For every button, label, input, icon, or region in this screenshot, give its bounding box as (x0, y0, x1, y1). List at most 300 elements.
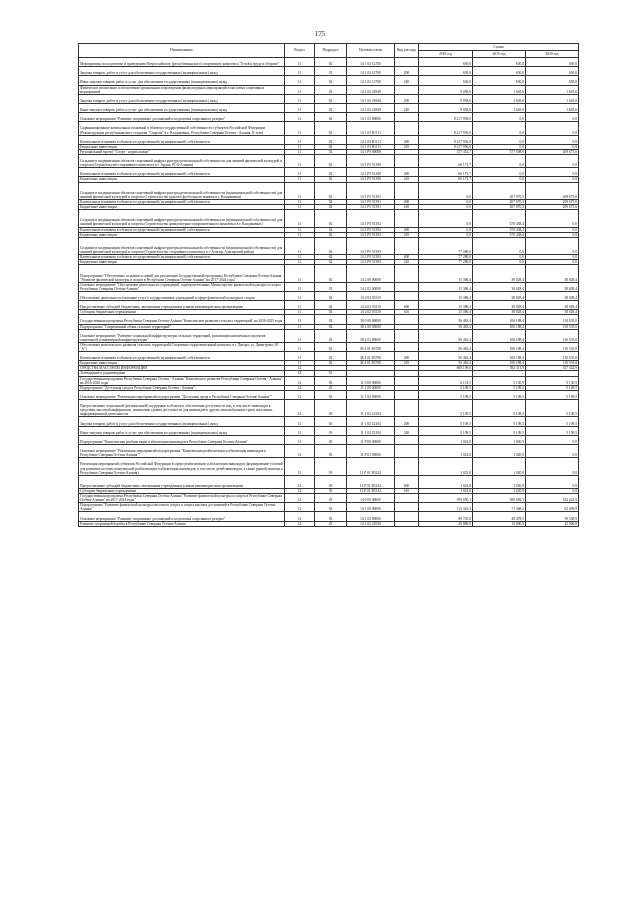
cell-sum-2018: 1 022,0 (419, 435, 473, 444)
cell-sum-2020: 5 130,9 (526, 376, 579, 385)
cell-sum-2018: 599 050,1 (419, 494, 473, 503)
cell-name: Субсидии бюджетным учреждениям (79, 310, 285, 315)
cell-sum-2019: 0,0 (473, 255, 526, 260)
cell-sum-2018: 56 463,4 (419, 329, 473, 342)
cell-podrazdel: 03 (315, 512, 347, 521)
cell-vid: 240 (395, 103, 419, 112)
cell-sum-2019: 392 311,9 (473, 366, 526, 371)
cell-razdel: 11 (285, 144, 315, 149)
cell-podrazdel: 02 (315, 135, 347, 144)
cell-podrazdel: 02 (315, 291, 347, 300)
header-2020: 2020 год (526, 51, 579, 58)
cell-name: Создание и модернизация объектов спортивной инфраструктуры региональной собственности (муниципальной собственности) для занятий физической культурой и спортом (Строительство физкультурно-оздоровительного комплекса в г. Владикавказ) (79, 210, 285, 227)
cell-razdel: 11 (285, 260, 315, 265)
cell-podrazdel: 02 (315, 282, 347, 291)
cell-razdel: 11 (285, 282, 315, 291)
cell-target: 38 4 01 R5760 (347, 352, 395, 361)
cell-name: Государственная программа Республики Северная Осетия-Алания "Развитие физической культуры и спорта в Республике Северная Осетия-Алания" на 2017-2024 годы" (79, 494, 285, 503)
cell-vid: 400 (395, 135, 419, 144)
cell-vid (395, 291, 419, 300)
cell-vid (395, 210, 419, 227)
cell-sum-2020: 38 028,4 (526, 282, 579, 291)
cell-name: Капитальные вложения в объекты государственной (муниципальной) собственности (79, 255, 285, 260)
cell-sum-2020: 0,0 (526, 232, 579, 237)
table-row (79, 352, 579, 361)
cell-podrazdel: 02 (315, 227, 347, 232)
cell-razdel: 11 (285, 182, 315, 199)
cell-vid (395, 400, 419, 417)
cell-name: Основное мероприятие "Обеспечение деятельности учреждений, подведомственных Министерству физической культуры и спорта Республики Северная Осетия-Алания" (79, 282, 285, 291)
cell-razdel: 11 (285, 210, 315, 227)
cell-sum-2020: 5 109,5 (526, 417, 579, 426)
cell-target: 14 1 P5 00000 (347, 149, 395, 154)
cell-sum-2018: 20 880,0 (419, 521, 473, 526)
table-row (79, 291, 579, 300)
cell-sum-2020: 1 645,6 (526, 103, 579, 112)
cell-target: 14 1 00 00000 (347, 503, 395, 512)
cell-sum-2019: 106 188,4 (473, 352, 526, 361)
cell-sum-2018: 1 022,0 (419, 445, 473, 458)
cell-sum-2018: 650,0 (419, 76, 473, 85)
cell-sum-2019: 5 109,5 (473, 426, 526, 435)
cell-sum-2018: 66 172,7 (419, 168, 473, 177)
cell-target: 14 1 P5 51391 (347, 182, 395, 199)
cell-sum-2019: 0,0 (473, 177, 526, 182)
cell-sum-2020: 1 645,6 (526, 85, 579, 94)
cell-sum-2020: 5 109,5 (526, 385, 579, 390)
cell-sum-2019: 5 109,5 (473, 385, 526, 390)
table-row (79, 417, 579, 426)
cell-vid: 400 (395, 352, 419, 361)
cell-sum-2020: 5 109,5 (526, 400, 579, 417)
cell-razdel: 11 (285, 265, 315, 282)
cell-sum-2019: 5 109,5 (473, 390, 526, 399)
cell-vid (395, 458, 419, 475)
cell-sum-2020: 0,0 (526, 122, 579, 135)
cell-podrazdel: 02 (315, 265, 347, 282)
cell-target: 14 1 03 00000 (347, 113, 395, 122)
cell-podrazdel: 02 (315, 85, 347, 94)
cell-vid: 610 (395, 310, 419, 315)
cell-name: Основное мероприятие "Развитие социальной инфраструктуры сельских территорий, реализация комплексных проектов социальной и инженерной инфраструктуры" (79, 329, 285, 342)
header-podrazdel: Подраздел (315, 44, 347, 58)
cell-sum-2020: 209 675,6 (526, 182, 579, 199)
cell-podrazdel: 02 (315, 154, 347, 167)
cell-podrazdel: 03 (315, 521, 347, 526)
cell-sum-2018: 56 463,4 (419, 324, 473, 329)
table-row (79, 494, 579, 503)
cell-podrazdel: 02 (315, 58, 347, 67)
cell-sum-2018: 9 058,6 (419, 103, 473, 112)
cell-razdel: 12 (285, 366, 315, 371)
cell-razdel: 11 (285, 168, 315, 177)
cell-vid: 240 (395, 76, 419, 85)
cell-name: Подпрограмма "Современный облик сельских территорий" (79, 324, 285, 329)
cell-sum-2018: 8 217 956,0 (419, 135, 473, 144)
cell-razdel: 11 (285, 85, 315, 94)
cell-sum-2020: 650,0 (526, 67, 579, 76)
table-row (79, 400, 579, 417)
cell-sum-2020: 1 645,6 (526, 94, 579, 103)
cell-razdel: 11 (285, 315, 315, 324)
cell-name: Реализация мероприятий субъектов Российской Федерации в сфере реабилитации и абилитации инвалидов (формирование условий для развития системы комплексной реабилитации и абилитации инвалидов, в том числе детей-инвалидов, а также ранней помощи в Республике Северная Осетия-Алания) (79, 458, 285, 475)
table-row (79, 210, 579, 227)
cell-target: 11 0 00 00000 (347, 376, 395, 385)
table-row (79, 58, 579, 67)
cell-name: Основное мероприятие "Реализация мероприятий подпрограммы "Комплексная реабилитация и абилитация инвалидов в Республике Северная Осетия-Алания"" (79, 445, 285, 458)
cell-sum-2019: 38 028,4 (473, 291, 526, 300)
table-row (79, 76, 579, 85)
cell-name: Физическое воспитание и обеспечение организации и проведения физкультурных мероприятий и массовых спортивных мероприятий (79, 85, 285, 94)
cell-vid (395, 445, 419, 458)
table-row (79, 67, 579, 76)
cell-sum-2018: 157 452,7 (419, 149, 473, 154)
cell-podrazdel: 02 (315, 177, 347, 182)
cell-sum-2020: 15 000,0 (526, 521, 579, 526)
cell-vid: 400 (395, 227, 419, 232)
cell-razdel: 11 (285, 237, 315, 254)
cell-razdel: 11 (285, 113, 315, 122)
cell-sum-2019: 0,0 (473, 135, 526, 144)
cell-podrazdel: 03 (315, 426, 347, 435)
cell-sum-2019: 370 438,4 (473, 210, 526, 227)
cell-target: 38 4 00 00000 (347, 324, 395, 329)
cell-name: Основное мероприятие "Реализация мероприятий подпрограммы "Доступная среда в Республике Северная Осетия-Алания"" (79, 390, 285, 399)
cell-sum-2020: 650,0 (526, 76, 579, 85)
table-row (79, 435, 579, 444)
table-row (79, 282, 579, 291)
cell-podrazdel: 03 (315, 385, 347, 390)
cell-sum-2018: 1 022,0 (419, 488, 473, 493)
cell-razdel: 12 (285, 488, 315, 493)
cell-name: Бюджетные инвестиции (79, 361, 285, 366)
cell-sum-2019: 1 645,6 (473, 85, 526, 94)
cell-vid: 240 (395, 426, 419, 435)
cell-sum-2018: 56 463,4 (419, 315, 473, 324)
table-row (79, 521, 579, 526)
cell-vid (395, 113, 419, 122)
cell-podrazdel: 03 (315, 390, 347, 399)
cell-vid: 600 (395, 301, 419, 310)
cell-sum-2020: 357 322,9 (526, 366, 579, 371)
cell-sum-2018: 15 386,4 (419, 301, 473, 310)
cell-name: Бюджетные инвестиции (79, 205, 285, 210)
cell-vid: 410 (395, 260, 419, 265)
cell-podrazdel: 02 (315, 324, 347, 329)
cell-vid (395, 182, 419, 199)
cell-target: 14 1 P5 51390 (347, 177, 395, 182)
cell-podrazdel: 02 (315, 237, 347, 254)
cell-name: Предоставление социальной (региональной) поддержки в области и обеспечения доступности лиц, в том числе инвалидов к средствам массовой информации, повышение уровня доступности для инвалидов и других маломобильных групп населения, информационной деятельности (79, 400, 285, 417)
cell-target: 11 P 00 00000 (347, 435, 395, 444)
cell-podrazdel: 02 (315, 352, 347, 361)
cell-razdel: 11 (285, 177, 315, 182)
cell-sum-2020: 39 338,9 (526, 512, 579, 521)
cell-target: 11 P 01 R5142 (347, 488, 395, 493)
cell-target: 11 1 02 22104 (347, 400, 395, 417)
cell-sum-2018: 650,0 (419, 58, 473, 67)
cell-vid: 200 (395, 67, 419, 76)
cell-razdel: 12 (285, 521, 315, 526)
cell-vid (395, 390, 419, 399)
cell-sum-2019: 380 682,5 (473, 494, 526, 503)
cell-target: 14 1 P5 51392 (347, 232, 395, 237)
cell-razdel: 12 (285, 512, 315, 521)
header-sum: Сумма (419, 44, 579, 51)
cell-sum-2018: 77 280,0 (419, 237, 473, 254)
cell-podrazdel: 02 (315, 144, 347, 149)
header-2019: 2019 год (473, 51, 526, 58)
cell-podrazdel: 01 (315, 371, 347, 376)
cell-razdel: 11 (285, 255, 315, 260)
cell-vid: 410 (395, 144, 419, 149)
cell-target: 11 1 00 00000 (347, 385, 395, 390)
cell-target: 14 1 P5 51393 (347, 255, 395, 260)
table-row (79, 503, 579, 512)
cell-sum-2018: 77 280,0 (419, 260, 473, 265)
cell-sum-2020: 38 028,4 (526, 291, 579, 300)
cell-podrazdel: 03 (315, 475, 347, 488)
cell-sum-2020: 209 675,6 (526, 199, 579, 204)
cell-sum-2018: 8 217 956,0 (419, 144, 473, 149)
cell-sum-2019: 5 109,5 (473, 400, 526, 417)
cell-target: 14 1 P5 51392 (347, 210, 395, 227)
cell-razdel: 11 (285, 301, 315, 310)
table-row (79, 475, 579, 488)
cell-podrazdel: 02 (315, 199, 347, 204)
cell-vid (395, 512, 419, 521)
cell-sum-2020: 0,0 (526, 260, 579, 265)
cell-name: Развитие спортивной борьбы в Республике Северная Осетия-Алания (79, 521, 285, 526)
cell-sum-2018: 5 109,5 (419, 417, 473, 426)
cell-sum-2019: 1 645,6 (473, 103, 526, 112)
cell-podrazdel: 02 (315, 168, 347, 177)
cell-vid (395, 376, 419, 385)
cell-name: Подпрограмма "Комплексная реабилитация и абилитация инвалидов в Республике Северная Осетия-Алания" (79, 435, 285, 444)
cell-sum-2020: 0,0 (526, 488, 579, 493)
table-row (79, 512, 579, 521)
cell-sum-2018: 0,0 (419, 205, 473, 210)
cell-name: Капитальные вложения в объекты государственной (муниципальной) собственности (79, 199, 285, 204)
cell-target: 14 1 P5 51392 (347, 227, 395, 232)
cell-razdel: 11 (285, 135, 315, 144)
page-number: 175 (314, 30, 326, 38)
cell-vid: 410 (395, 361, 419, 366)
cell-sum-2018: 5 109,5 (419, 426, 473, 435)
cell-name: Бюджетные инвестиции (79, 232, 285, 237)
cell-razdel: 12 (285, 376, 315, 385)
cell-target: 14 1 03 R1111 (347, 144, 395, 149)
cell-sum-2020: 38 028,4 (526, 301, 579, 310)
cell-sum-2020: 38 028,4 (526, 310, 579, 315)
cell-razdel: 12 (285, 385, 315, 390)
cell-sum-2018: 609 199,0 (419, 366, 473, 371)
cell-sum-2020: 38 028,4 (526, 265, 579, 282)
cell-sum-2020: 0,0 (526, 113, 579, 122)
cell-sum-2018: 650,0 (419, 67, 473, 76)
cell-vid (395, 521, 419, 526)
cell-vid (395, 315, 419, 324)
cell-sum-2019: 106 188,4 (473, 342, 526, 351)
cell-podrazdel: 02 (315, 310, 347, 315)
cell-razdel: 11 (285, 361, 315, 366)
cell-podrazdel: 02 (315, 260, 347, 265)
cell-sum-2020: 0,0 (526, 210, 579, 227)
budget-table-container (78, 43, 578, 527)
cell-name: Капитальные вложения в объекты государственной (муниципальной) собственности (79, 168, 285, 177)
cell-target: 14 1 P5 51390 (347, 154, 395, 167)
cell-sum-2018: 89 745,0 (419, 512, 473, 521)
table-row (79, 301, 579, 310)
header-name: Наименование (79, 44, 285, 58)
cell-sum-2019: 0,0 (473, 144, 526, 149)
cell-target: 14 1 02 12700 (347, 76, 395, 85)
cell-vid (395, 85, 419, 94)
cell-vid: 410 (395, 232, 419, 237)
cell-razdel: 12 (285, 458, 315, 475)
cell-podrazdel: 03 (315, 376, 347, 385)
cell-sum-2018: 8 217 956,0 (419, 122, 473, 135)
cell-sum-2018: 0,0 (419, 182, 473, 199)
cell-sum-2020: 0,0 (526, 168, 579, 177)
cell-razdel: 11 (285, 76, 315, 85)
table-row (79, 168, 579, 177)
cell-name: Бюджетные инвестиции (79, 260, 285, 265)
table-row (79, 426, 579, 435)
cell-razdel: 11 (285, 67, 315, 76)
cell-vid (395, 154, 419, 167)
cell-podrazdel: 02 (315, 315, 347, 324)
cell-sum-2018: 15 386,4 (419, 291, 473, 300)
cell-sum-2019: 38 028,4 (473, 282, 526, 291)
cell-razdel: 11 (285, 342, 315, 351)
cell-target: 14 1 P5 51391 (347, 205, 395, 210)
cell-sum-2019: 0,0 (473, 154, 526, 167)
cell-razdel: 11 (285, 232, 315, 237)
cell-podrazdel: 02 (315, 67, 347, 76)
table-row (79, 376, 579, 385)
cell-name: Бюджетные инвестиции (79, 177, 285, 182)
cell-sum-2019: 106 188,4 (473, 329, 526, 342)
cell-podrazdel: 03 (315, 494, 347, 503)
cell-podrazdel: 02 (315, 361, 347, 366)
table-row (79, 265, 579, 282)
cell-name: Закупка товаров, работ и услуг для обеспечения государственных (муниципальных) нужд (79, 67, 285, 76)
cell-podrazdel: 02 (315, 76, 347, 85)
cell-razdel: 11 (285, 329, 315, 342)
cell-sum-2018: 5 109,5 (419, 390, 473, 399)
cell-name: Основное мероприятие "Развитие спортивных достижений и подготовка спортивного резерва" (79, 512, 285, 521)
cell-sum-2018: 1 022,0 (419, 458, 473, 475)
cell-podrazdel: 03 (315, 503, 347, 512)
cell-vid (395, 265, 419, 282)
cell-razdel: 12 (285, 503, 315, 512)
cell-sum-2018: 56 463,4 (419, 352, 473, 361)
table-row (79, 94, 579, 103)
cell-sum-2018: 0,0 (419, 232, 473, 237)
cell-podrazdel: 02 (315, 329, 347, 342)
cell-razdel: 11 (285, 291, 315, 300)
cell-vid: 600 (395, 475, 419, 488)
cell-razdel: 11 (285, 94, 315, 103)
cell-podrazdel: 02 (315, 301, 347, 310)
cell-name: Субсидии бюджетным учреждениям (79, 488, 285, 493)
cell-sum-2020: 209 675,6 (526, 205, 579, 210)
cell-vid (395, 282, 419, 291)
cell-name: Создание и модернизация объектов спортивной инфраструктуры региональной собственности (муниципальной собственности) для занятий физической культурой и спортом (Строительство крытого футбольного манежа в г. Владикавказ) (79, 182, 285, 199)
cell-sum-2019: 106 188,4 (473, 324, 526, 329)
cell-name: Иные закупки товаров, работ и услуг для обеспечения государственных (муниципальных) нужд (79, 76, 285, 85)
cell-sum-2018: 15 386,4 (419, 310, 473, 315)
cell-vid: 400 (395, 255, 419, 260)
cell-sum-2018: 0,0 (419, 210, 473, 227)
cell-name: Основное мероприятие "Развитие спортивных достижений и подготовка спортивного резерва" (79, 113, 285, 122)
table-row (79, 154, 579, 167)
cell-sum-2019: 1 020,9 (473, 475, 526, 488)
cell-podrazdel: 02 (315, 232, 347, 237)
table-row (79, 237, 579, 254)
cell-podrazdel: 02 (315, 342, 347, 351)
cell-vid: 610 (395, 488, 419, 493)
cell-sum-2020: 0,0 (526, 475, 579, 488)
cell-name: Капитальные вложения в объекты государственной (муниципальной) собственности (79, 352, 285, 361)
cell-vid: 400 (395, 168, 419, 177)
cell-name: Иные закупки товаров, работ и услуг для обеспечения государственных (муниципальных) нужд (79, 426, 285, 435)
table-row (79, 390, 579, 399)
cell-target: 14 1 03 R1111 (347, 122, 395, 135)
cell-target: 14 2 02 03110 (347, 291, 395, 300)
cell-razdel: 11 (285, 227, 315, 232)
cell-sum-2020: 650,0 (526, 58, 579, 67)
cell-podrazdel: 03 (315, 435, 347, 444)
cell-sum-2019: 0,0 (473, 122, 526, 135)
cell-razdel: 11 (285, 205, 315, 210)
table-row (79, 122, 579, 135)
cell-sum-2018: 15 386,4 (419, 265, 473, 282)
cell-sum-2018: 113 422,3 (419, 503, 473, 512)
cell-sum-2019: 0,0 (473, 113, 526, 122)
cell-sum-2020: 209 675,6 (526, 149, 579, 154)
cell-sum-2019: 48 478,5 (473, 512, 526, 521)
cell-vid (395, 435, 419, 444)
cell-name: Государственная программа Республики Северная Осетия - Алания "Комплексное развитие Республики Северная Осетия - Алания" на 2016-2020 годы (79, 376, 285, 385)
cell-razdel: 11 (285, 154, 315, 167)
cell-podrazdel: 02 (315, 122, 347, 135)
cell-razdel: 12 (285, 475, 315, 488)
cell-sum-2018: 77 280,0 (419, 255, 473, 260)
cell-sum-2019: 207 070,5 (473, 199, 526, 204)
cell-sum-2018: 66 172,7 (419, 177, 473, 182)
cell-vid (395, 503, 419, 512)
cell-sum-2019: 38 028,4 (473, 301, 526, 310)
cell-sum-2020: 110 535,0 (526, 352, 579, 361)
cell-sum-2019: 370 438,4 (473, 227, 526, 232)
cell-razdel: 11 (285, 199, 315, 204)
cell-podrazdel: 02 (315, 205, 347, 210)
cell-sum-2019: 207 070,5 (473, 205, 526, 210)
cell-vid: 410 (395, 205, 419, 210)
cell-name: Предоставление субсидий бюджетным, автономным учреждениям и иным некоммерческим организациям (79, 475, 285, 488)
cell-vid (395, 342, 419, 351)
cell-target: 14 1 P5 51391 (347, 199, 395, 204)
cell-sum-2019: 650,0 (473, 67, 526, 76)
cell-sum-2019: 38 028,4 (473, 310, 526, 315)
cell-name: Капитальные вложения в объекты государственной (муниципальной) собственности (79, 227, 285, 232)
cell-vid (395, 494, 419, 503)
cell-razdel: 12 (285, 494, 315, 503)
cell-target: 38 4 01 R5760 (347, 342, 395, 351)
cell-sum-2018: 5 109,5 (419, 385, 473, 390)
